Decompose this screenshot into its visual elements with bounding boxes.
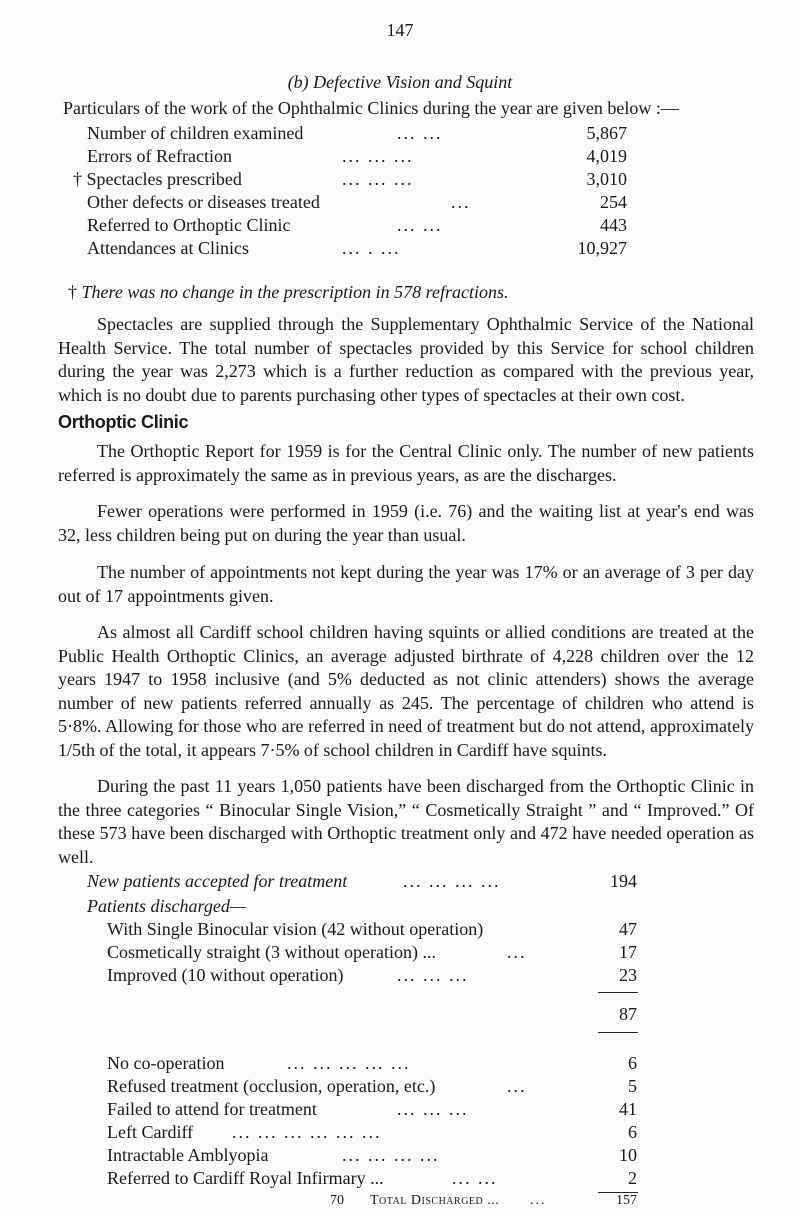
table-row [87,214,627,236]
total-value: 157 [616,1193,637,1208]
row-value: 6 [628,1053,637,1073]
table-row [107,1098,637,1120]
row-value: 2 [628,1168,637,1188]
row-label: New patients accepted for treatment [87,871,348,891]
row-value: 41 [619,1099,637,1119]
spectacles-paragraph: Spectacles are supplied through the Supplementary Ophthalmic Service of the National Health Service. The total number of spectacles provided by this Service for school children during the year was 2,273 which is a further reduction as compared with the previous year, which is no doubt due to parents purchasing other types of spectacles at their own cost. [58,314,754,405]
table-row [87,122,627,144]
leader-dots: ... ... [397,123,443,143]
leader-dots: ... ... ... [342,169,414,189]
table-row [107,1121,637,1143]
row-label: Referred to Orthoptic Clinic [87,215,291,235]
leader-dots: ... ... [452,1168,498,1188]
leader-dots: ... ... ... [342,146,414,166]
leader-dots: ... [507,942,527,962]
orthoptic-paragraph: The number of appointments not kept during the year was 17% or an average of 3 per day out of 17 appointments given. [58,562,754,606]
table-row [107,1144,637,1166]
leader-dots: ... ... ... ... ... [287,1053,411,1073]
leader-dots: ... [451,192,471,212]
leader-dots: ... ... ... ... ... ... [232,1122,382,1142]
table-row [107,918,637,940]
table-row [87,191,627,213]
row-value: 443 [600,215,627,235]
leader-dots: ... [530,1193,547,1208]
row-label: Referred to Cardiff Royal Infirmary ... [107,1168,384,1188]
leader-dots: ... ... [397,215,443,235]
orthoptic-paragraph: As almost all Cardiff school children having squints or allied conditions are treated at the Public Health Orthoptic Clinics, an average adjusted birthrate of 4,228 children over the 12 years 1947 to 1958 inclusive (and 5% deducted as not clinic attenders) shows the average number of new patients referred annually as 245. The percentage of children who attend is 5·8%. Allowing for those who are referred in need of treatment but do not attend, approximately 1/5th of the total, it appears 7·5% of school children in Cardiff have squints. [58,622,754,760]
total-summary [330,1193,637,1209]
leader-dots: ... ... ... [397,965,469,985]
row-label: Number of children examined [87,123,304,143]
row-label: Cosmetically straight (3 without operation) ... [107,942,436,962]
row-label: Failed to attend for treatment [107,1099,317,1119]
leader-dots: ... . ... [342,238,401,258]
sum-rule [598,1032,638,1033]
row-value: 5,867 [586,123,627,143]
row-label: † Spectacles prescribed [73,169,242,189]
footnote-text: There was no change in the prescription in 578 refractions. [81,282,509,302]
leader-dots: ... ... ... ... [403,871,501,891]
row-label: Other defects or diseases treated [87,192,320,212]
row-value: 10 [619,1145,637,1165]
table-row [87,237,627,259]
row-value: 6 [628,1122,637,1142]
orthoptic-paragraph: Fewer operations were performed in 1959 (i.e. 76) and the waiting list at year's end was 32, less children being put on during the year than usual. [58,501,754,545]
footnote [68,282,508,303]
total-label: Total Discharged ... [370,1193,500,1208]
table-row [87,145,627,167]
row-label: Refused treatment (occlusion, operation, etc.) [107,1076,436,1096]
row-label: Errors of Refraction [87,146,232,166]
row-label: Left Cardiff [107,1122,194,1142]
row-value: 10,927 [577,238,627,258]
row-value: 194 [610,871,637,891]
leader-dots: ... [507,1076,527,1096]
row-value: 3,010 [586,169,627,189]
table-row [73,168,627,190]
orthoptic-paragraph: During the past 11 years 1,050 patients have been discharged from the Orthoptic Clinic in the three categories “ Binocular Single Vision,” “ Cosmetically Straight ” and “ Improved.” Of these 573 have been discharged with Orthoptic treatment only and 472 have needed operation as well. [58,776,754,867]
leader-dots: ... ... ... [397,1099,469,1119]
row-value: 4,019 [586,146,627,166]
dagger-mark: † [68,282,77,302]
table-row [87,870,637,892]
row-value: 47 [619,919,637,939]
sum-rule [598,992,638,993]
row-value: 5 [628,1076,637,1096]
section-title: (b) Defective Vision and Squint [287,72,513,92]
discharged-heading: Patients discharged— [87,896,246,916]
table-row [107,1075,637,1097]
subtotal-row [577,1003,637,1025]
leader-dots: ... ... ... ... [342,1145,440,1165]
table-row [107,964,637,986]
subtotal-value: 70 [330,1193,344,1208]
subtotal-value: 87 [619,1004,637,1024]
table-row [107,1167,637,1189]
page-number: 147 [386,20,414,40]
intro-line: Particulars of the work of the Ophthalmic Clinics during the year are given below :— [63,98,679,118]
orthoptic-heading: Orthoptic Clinic [58,412,189,432]
row-label: Intractable Amblyopia [107,1145,269,1165]
row-label: No co-operation [107,1053,225,1073]
row-value: 254 [600,192,627,212]
row-value: 17 [619,942,637,962]
row-value: 23 [619,965,637,985]
table-row [107,1052,637,1074]
row-label: With Single Binocular vision (42 without operation) [107,919,484,939]
row-label: Improved (10 without operation) [107,965,344,985]
row-label: Attendances at Clinics [87,238,249,258]
orthoptic-paragraph: The Orthoptic Report for 1959 is for the Central Clinic only. The number of new patients referred is approximately the same as in previous years, as are the discharges. [58,441,754,485]
table-row [107,941,637,963]
